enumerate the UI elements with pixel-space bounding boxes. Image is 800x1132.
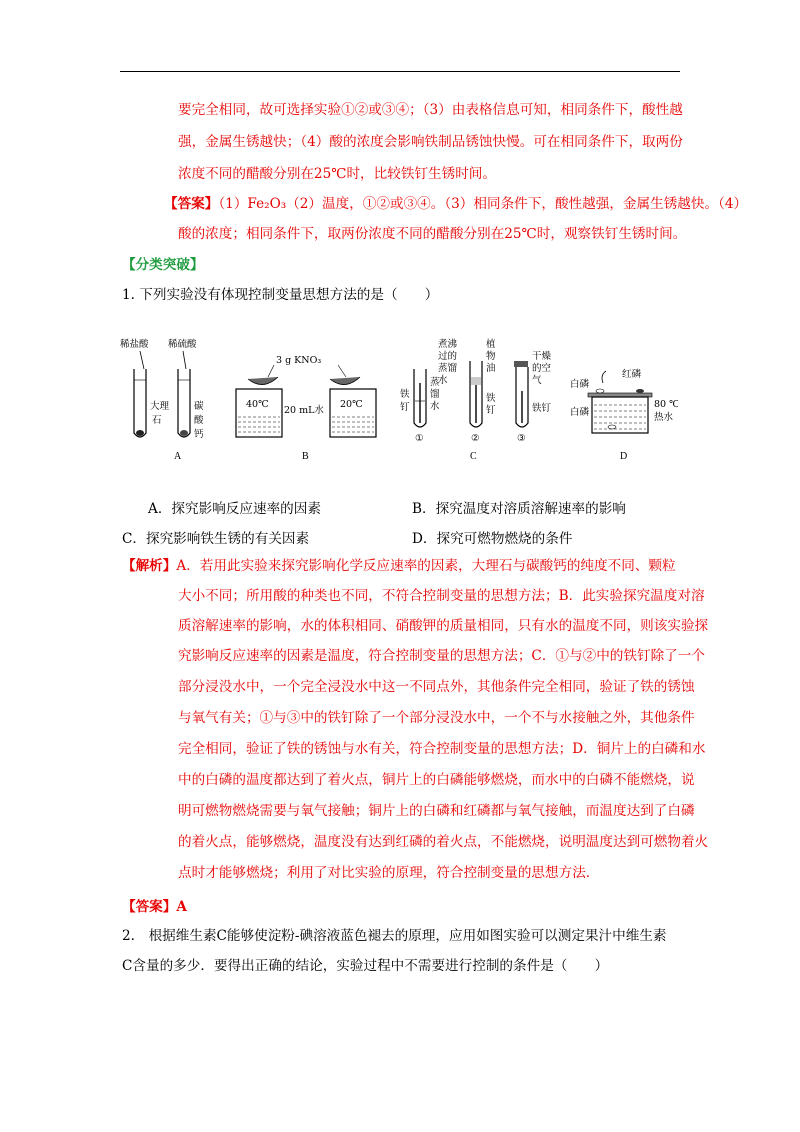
analysis-line: 究影响反应速率的因素是温度，符合控制变量的思想方法；C．①与②中的铁钉除了一个 [178,648,705,664]
question-2-stem: 2. 根据维生素C能够使淀粉-碘溶液蓝色褪去的原理，应用如图实验可以测定果汁中维生素 [122,928,667,944]
label-20c: 20℃ [340,399,363,410]
panel-b [236,355,376,462]
svg-text:蒸: 蒸 [430,377,440,388]
panel-d-label: D [620,451,628,462]
svg-text:过的: 过的 [438,351,458,362]
svg-text:钙: 钙 [194,429,204,440]
analysis-line: 质溶解速率的影响，水的体积相同、硝酸钾的质量相同，只有水的温度不同，则该实验探 [178,618,709,634]
svg-text:钉: 钉 [486,405,496,416]
tube-num-2: ② [471,433,480,444]
analysis-line: 浓度不同的醋酸分别在25℃时，比较铁钉生锈时间。 [178,166,496,182]
label-caco3: 碳 [194,401,204,412]
beaker [330,389,376,437]
svg-text:石: 石 [152,415,162,426]
label-hcl: 稀盐酸 [120,339,149,350]
tube-num-3: ③ [517,433,526,444]
option-d: D．探究可燃物燃烧的条件 [412,531,573,547]
question-1-stem: 1. 下列实验没有体现控制变量思想方法的是（ ） [122,287,439,303]
svg-text:铁: 铁 [486,393,496,404]
analysis-line: 与氧气有关；①与③中的铁钉除了一个部分浸没水中，一个不与水接触之外，其他条件 [178,710,695,726]
label-white-p: 白磷 [570,379,590,390]
svg-text:馏: 馏 [430,389,440,400]
label-red-p: 红磷 [622,369,642,380]
label-h2so4: 稀硫酸 [168,339,197,350]
analysis-line: 要完全相同，故可选择实验①②或③④；（3）由表格信息可知，相同条件下，酸性越 [178,102,683,118]
analysis-line: 点时才能够燃烧；利用了对比实验的原理，符合控制变量的思想方法． [178,865,600,881]
label-nail-1: 铁 [400,389,410,400]
svg-text:铁钉: 铁钉 [532,403,552,414]
svg-text:热水: 热水 [654,412,674,423]
analysis-label: 【解析】 [122,558,177,574]
svg-text:干燥: 干燥 [532,351,552,362]
svg-text:水: 水 [430,401,440,412]
answer-label: 【答案】 [164,196,219,212]
prev-answer-line-2: 酸的浓度；相同条件下，取两份浓度不同的醋酸分别在25℃时，观察铁钉生锈时间。 [178,226,687,242]
analysis-line: 强，金属生锈越快；（4）酸的浓度会影响铁制品锈蚀快慢。可在相同条件下，取两份 [178,134,683,150]
label-white-p-2: 白磷 [570,407,590,418]
label-20ml-water: 20 mL水 [284,405,324,416]
label-40c: 40℃ [246,399,269,410]
svg-text:水: 水 [438,375,448,386]
option-b: B．探究温度对溶质溶解速率的影响 [412,501,626,517]
svg-text:气: 气 [532,375,542,386]
panel-a [120,338,204,462]
svg-text:蒸馏: 蒸馏 [438,363,458,374]
svg-text:酸: 酸 [194,415,204,426]
svg-text:的空: 的空 [532,363,552,374]
svg-text:80 ℃: 80 ℃ [654,399,678,410]
beaker-hot-water [592,397,648,433]
prev-answer-line [164,194,747,214]
label-marble: 大理 [150,401,170,412]
panel-a-label: A [174,451,182,462]
panel-d [570,368,678,462]
header-rule [120,71,680,72]
panel-b-label: B [302,451,309,462]
test-tube [178,369,190,437]
beaker [236,389,282,437]
option-c: C．探究影响铁生锈的有关因素 [122,531,310,547]
section-title: 【分类突破】 [122,257,204,273]
option-a: A．探究影响反应速率的因素 [148,501,321,517]
analysis-line: 中的白磷的温度都达到了着火点，铜片上的白磷能够燃烧，而水中的白磷不能燃烧，说 [178,772,695,788]
panel-c-label: C [470,451,477,462]
svg-text:钉: 钉 [400,402,410,413]
svg-text:油: 油 [486,363,496,374]
tube-num-1: ① [415,433,424,444]
svg-text:物: 物 [486,351,496,362]
analysis-line: 部分浸没水中，一个完全浸没水中这一不同点外，其他条件完全相同，验证了铁的锈蚀 [178,679,695,695]
answer-text: （1）Fe₂O₃（2）温度，①②或③④。（3）相同条件下，酸性越强，金属生锈越快。（4） [218,196,748,212]
panel-c [400,338,552,462]
experiment-figure [118,325,678,465]
analysis-line: 完全相同，验证了铁的锈蚀与水有关，符合控制变量的思想方法；D．铜片上的白磷和水 [178,741,706,757]
analysis-line: 【解析】A．若用此实验来探究影响化学反应速率的因素，大理石与碳酸钙的纯度不同、颗粒 [122,558,676,574]
svg-text:煮沸: 煮沸 [438,339,458,350]
analysis-line: 明可燃物燃烧需要与氧气接触；铜片上的白磷和红磷都与氧气接触，而温度达到了白磷 [178,803,695,819]
label-kno3: 3 g KNO₃ [276,355,322,366]
analysis-line: 大小不同；所用酸的种类也不同，不符合控制变量的思想方法；B．此实验探究温度对溶 [178,588,705,604]
answer-q1: 【答案】A [122,899,187,915]
svg-text:植: 植 [486,339,496,350]
analysis-line: 的着火点，能够燃烧，温度没有达到红磷的着火点，不能燃烧，说明温度达到可燃物着火 [178,834,709,850]
question-2-stem-2: C含量的多少．要得出正确的结论，实验过程中不需要进行控制的条件是（ ） [122,958,609,974]
